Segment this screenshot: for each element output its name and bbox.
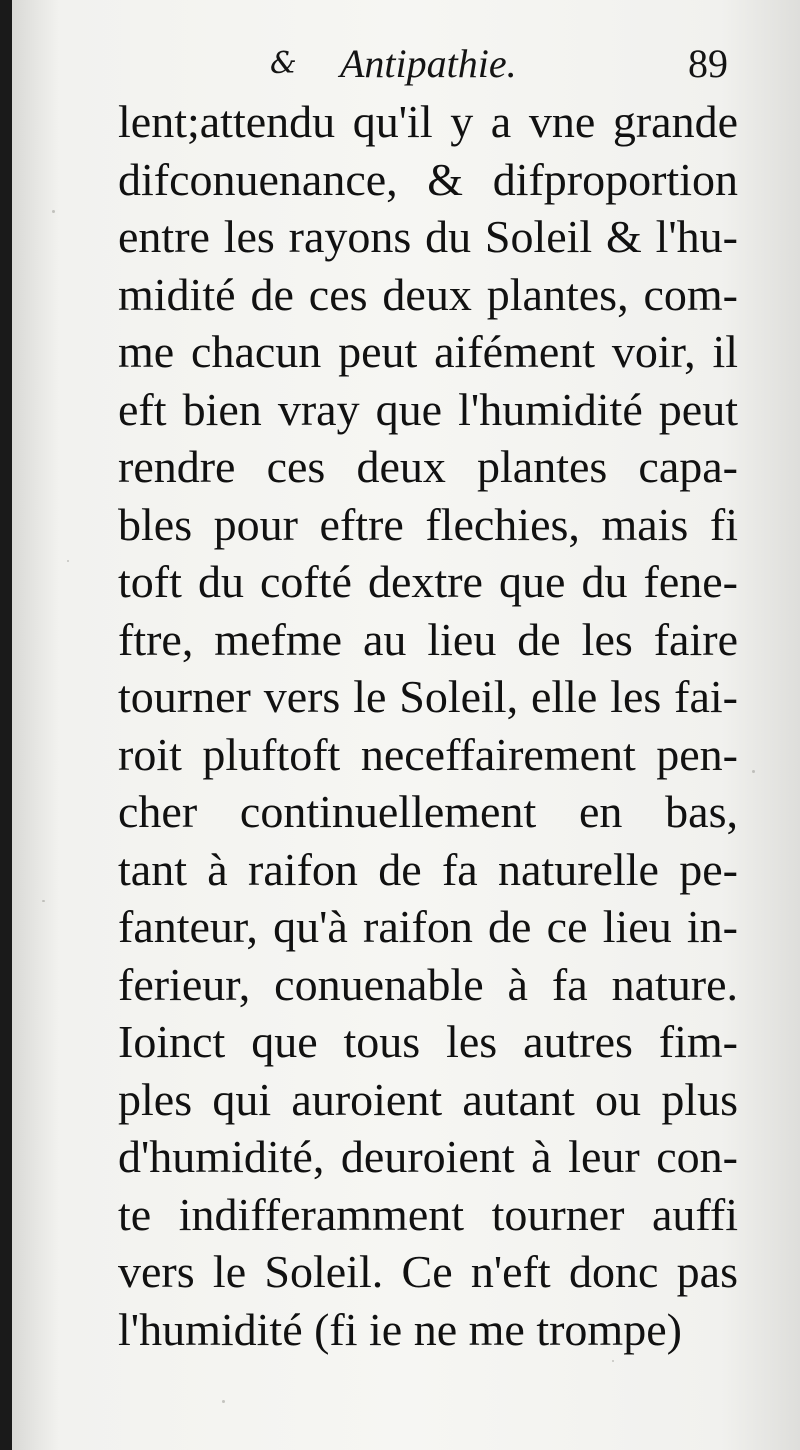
- text-line: ftre, mefme au lieu de les faire: [118, 613, 738, 665]
- text-line: vers le Soleil. Ce n'eft donc pas: [118, 1246, 738, 1297]
- running-header: [270, 40, 740, 96]
- text-line: ferieur, conuenable à fa nature.: [118, 958, 738, 1010]
- text-line: bles pour eftre flechies, mais fi: [118, 498, 738, 550]
- paper-speck: [222, 1400, 225, 1403]
- text-line: lent;attendu qu'il y a vne grande: [118, 96, 738, 147]
- page-number: 89: [688, 41, 728, 86]
- paper-speck: [52, 210, 55, 213]
- text-line: midité de ces deux plantes, com-: [118, 268, 738, 320]
- text-line: te indifferamment tourner auffi: [118, 1188, 738, 1240]
- text-line: Ioinct que tous les autres fim-: [118, 1016, 738, 1067]
- text-line: l'humidité (fi ie ne me trompe): [118, 1303, 682, 1355]
- text-line: eft bien vray que l'humidité peut: [118, 383, 738, 435]
- body-text: [118, 93, 738, 1355]
- text-line: fanteur, qu'à raifon de ce lieu in-: [118, 901, 738, 952]
- header-ornament: &: [270, 46, 297, 81]
- text-line: difconuenance, & difproportion: [118, 153, 738, 205]
- text-line: entre les rayons du Soleil & l'hu-: [118, 211, 738, 262]
- text-line: tourner vers le Soleil, elle les fai-: [118, 671, 738, 722]
- paper-speck: [42, 900, 45, 902]
- text-line: tant à raifon de fa naturelle pe-: [118, 843, 738, 895]
- text-line: cher continuellement en bas,: [118, 786, 738, 837]
- paper-speck: [752, 770, 755, 773]
- paper-speck: [612, 1360, 614, 1362]
- text-line: ples qui auroient autant ou plus: [118, 1073, 738, 1125]
- text-line: rendre ces deux plantes capa-: [118, 441, 738, 492]
- text-line: d'humidité, deuroient à leur con-: [118, 1131, 738, 1182]
- paper-speck: [67, 560, 69, 562]
- text-line: me chacun peut aifément voir, il: [118, 326, 738, 377]
- text-line: roit pluftoft neceffairement pen-: [118, 728, 738, 780]
- running-title: Antipathie.: [340, 41, 517, 86]
- text-line: toft du cofté dextre que du fene-: [118, 556, 738, 607]
